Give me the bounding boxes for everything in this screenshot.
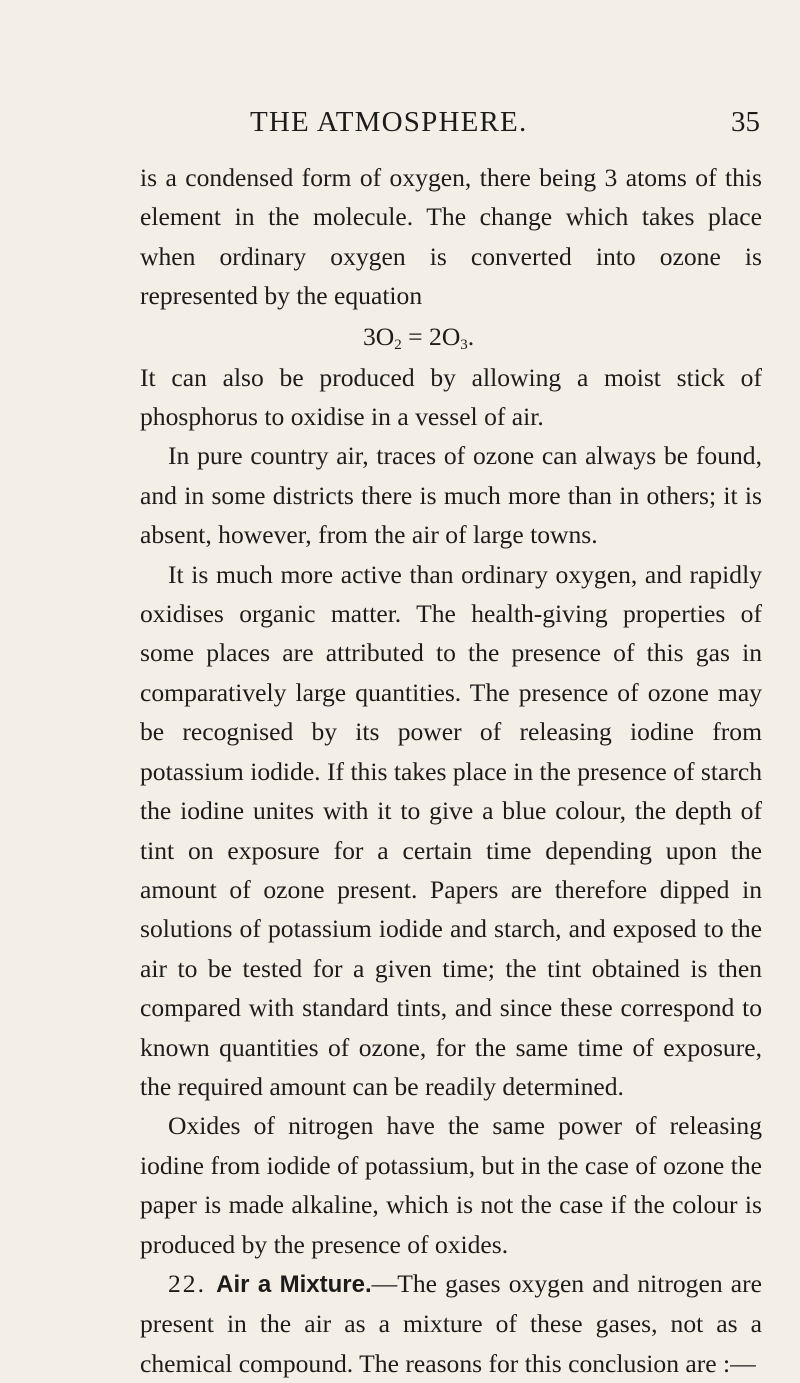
running-head [140,98,760,146]
equation-rhs-subscript: 3 [460,336,468,353]
equation-rhs-coefficient: 2 [429,321,442,351]
paragraph-country-air: In pure country air, traces of ozone can always be found, and in some districts there is much more than in others; it is absent, however, from the air of large towns. [140,441,762,550]
section-title: Air a Mixture. [216,1270,372,1298]
equation-lhs-element: O [375,321,395,351]
equation-lhs-subscript: 2 [394,336,402,353]
page-number: 35 [731,106,760,138]
paragraph-ozone-activity: It is much more active than ordinary oxygen, and rapidly oxidises organic matter. The health-giving properties of some places are attributed to the presence of this gas in comparatively large quantities. The presence of ozone may be recognised by its power of releasing iodine from potassium iodide. If this takes place in the presence of starch the iodine unites with it to give a blue colour, the depth of tint on exposure for a certain time depending upon the amount of ozone present. Papers are therefore dipped in solutions of potassium iodide and starch, and exposed to the air to be tested for a given time; the tint obtained is then compared with standard tints, and since these correspond to known quantities of ozone, for the same time of exposure, the required amount can be readily determined. [140,559,762,1101]
running-title: THE ATMOSPHERE. [250,106,528,138]
section-number: 22. [168,1268,217,1298]
section-air-mixture [140,1264,762,1383]
equation-lhs-coefficient: 3 [363,321,376,351]
paragraph-nitrogen-oxides: Oxides of nitrogen have the same power of releasing iodine from iodide of potassium, but in the case of ozone the paper is made alkaline, which is not the case if the colour is produced by the presence of oxides. [140,1111,762,1259]
equation-equals-sign: = [401,321,430,351]
paragraph-continuation: is a condensed form of oxygen, there being 3 atoms of this element in the molecule. The change which takes place when ordinary oxygen is converted into ozone is represented by the equation [140,163,762,311]
paragraph-phosphorus: It can also be produced by allowing a moist stick of phosphorus to oxidise in a vessel of air. [140,362,762,432]
section-text: —The gases oxygen and nitrogen are present in the air as a mixture of these gases, not as a chemical compound. The reasons for this conclusion are :— [140,1268,762,1378]
body-text [140,158,762,1383]
chemical-equation [140,316,762,358]
equation-rhs-element: O [441,321,461,351]
equation-period: . [467,321,475,351]
